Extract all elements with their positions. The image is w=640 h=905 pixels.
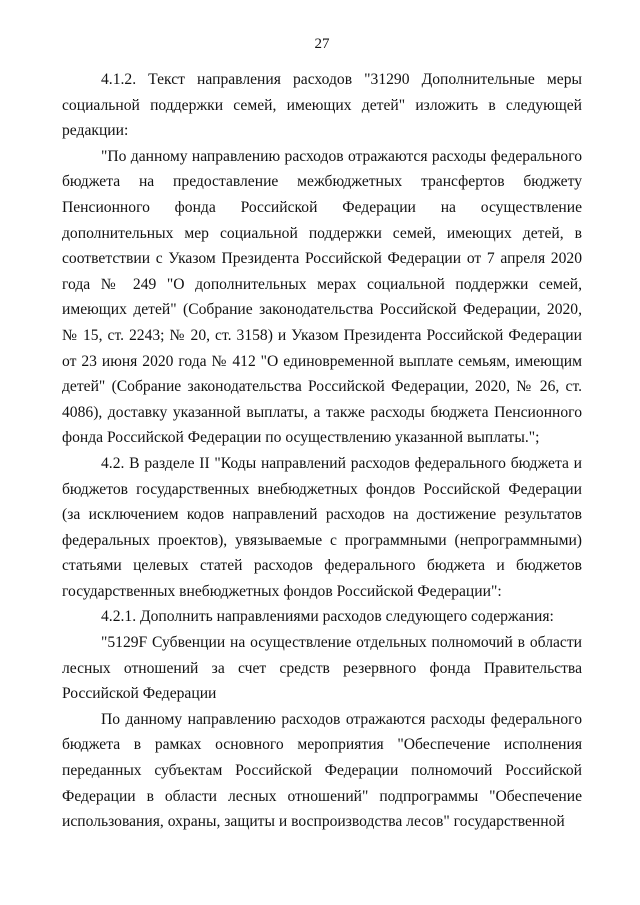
paragraph-5129f-title: "5129F Субвенции на осуществление отдельных полномочий в области лесных отношений за счет средств резервного фонда Правительства Российской Федерации	[62, 634, 582, 703]
paragraph-5129f-description: По данному направлению расходов отражаются расходы федерального бюджета в рамках основного мероприятия "Обеспечение исполнения переданных субъектам Российской Федерации полномочий Российской Федерации в области лесных отношений" подпрограммы "Обеспечение использования, охраны, защиты и воспроизводства лесов" государственной	[62, 710, 582, 831]
paragraph-4-2: 4.2. В разделе II "Коды направлений расходов федерального бюджета и бюджетов государственных внебюджетных фондов Российской Федерации (за исключением кодов направлений расходов на достижение результатов федеральных проектов), увязываемые с программными (непрограммными) статьями целевых статей расходов федерального бюджета и бюджетов государственных внебюджетных фондов Российской Федерации":	[62, 454, 582, 600]
page-number: 27	[314, 36, 330, 52]
paragraph-4-1-2: 4.1.2. Текст направления расходов "31290 Дополнительные меры социальной поддержки семей, имеющих детей" изложить в следующей редакции:	[62, 71, 582, 140]
paragraph-4-2-1: 4.2.1. Дополнить направлениями расходов следующего содержания:	[101, 608, 554, 626]
paragraph-quote-31290: "По данному направлению расходов отражаются расходы федерального бюджета на предоставление межбюджетных трансфертов бюджету Пенсионного фонда Российской Федерации на осуществление дополнительных мер социальной поддержки семей, имеющих детей, в соответствии с Указом Президента Российской Федерации от 7 апреля 2020 года № 249 "О дополнительных мерах социальной поддержки семей, имеющих детей" (Собрание законодательства Российской Федерации, 2020, № 15, ст. 2243; № 20, ст. 3158) и Указом Президента Российской Федерации от 23 июня 2020 года № 412 "О единовременной выплате семьям, имеющим детей" (Собрание законодательства Российской Федерации, 2020, № 26, ст. 4086), доставку указанной выплаты, а также расходы бюджета Пенсионного фонда Российской Федерации по осуществлению указанной выплаты.";	[62, 147, 582, 447]
